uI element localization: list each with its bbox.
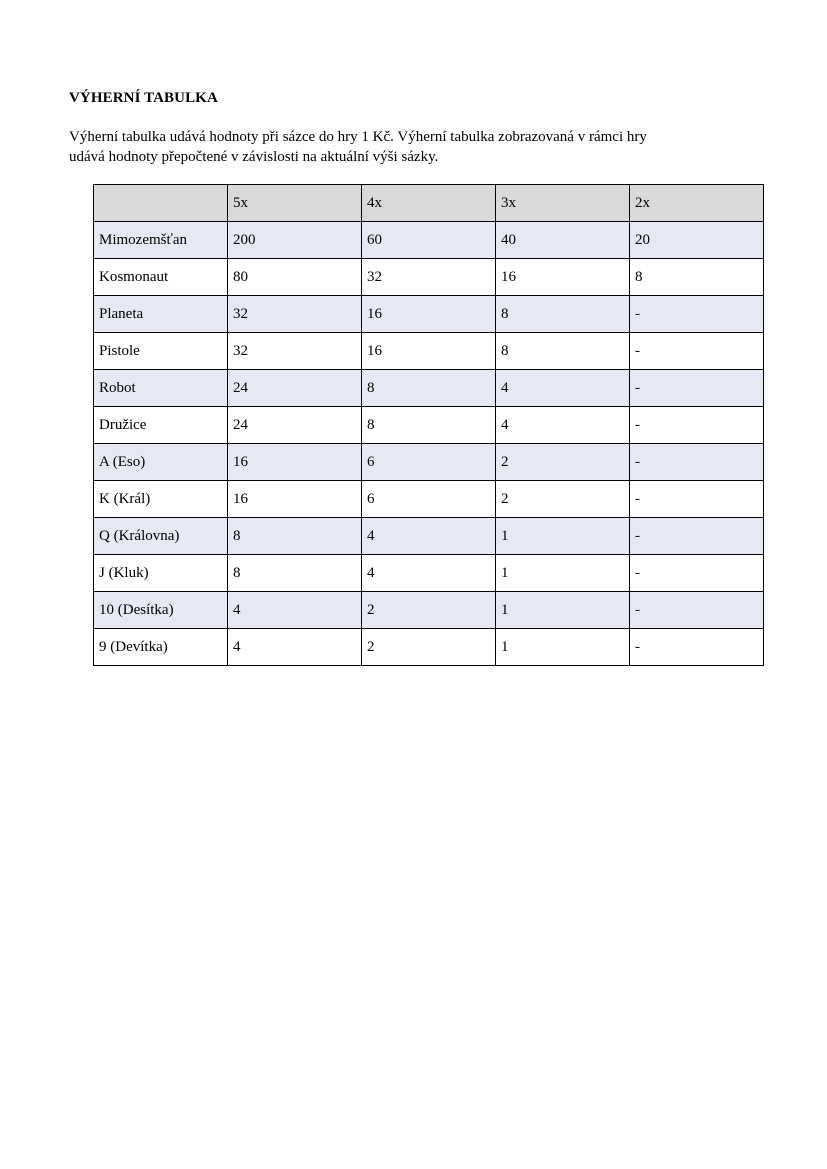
- value-cell: 1: [496, 555, 630, 592]
- value-cell: 4: [496, 407, 630, 444]
- value-cell: 6: [362, 481, 496, 518]
- value-cell: -: [630, 555, 764, 592]
- intro-paragraph: [69, 127, 769, 167]
- value-cell: 60: [362, 222, 496, 259]
- value-cell: 2: [362, 592, 496, 629]
- symbol-cell: Robot: [94, 370, 228, 407]
- value-cell: 24: [228, 370, 362, 407]
- symbol-cell: K (Král): [94, 481, 228, 518]
- symbol-cell: Mimozemšťan: [94, 222, 228, 259]
- header-cell-2x: 2x: [630, 185, 764, 222]
- table-row: [94, 629, 764, 666]
- table-row: [94, 444, 764, 481]
- value-cell: 4: [228, 592, 362, 629]
- value-cell: 1: [496, 518, 630, 555]
- value-cell: 8: [228, 518, 362, 555]
- value-cell: 8: [362, 407, 496, 444]
- value-cell: 4: [496, 370, 630, 407]
- value-cell: -: [630, 481, 764, 518]
- value-cell: 2: [496, 444, 630, 481]
- value-cell: 32: [228, 333, 362, 370]
- value-cell: 8: [496, 296, 630, 333]
- table-row: [94, 333, 764, 370]
- value-cell: -: [630, 370, 764, 407]
- symbol-cell: Kosmonaut: [94, 259, 228, 296]
- value-cell: 16: [496, 259, 630, 296]
- symbol-cell: Planeta: [94, 296, 228, 333]
- symbol-cell: A (Eso): [94, 444, 228, 481]
- value-cell: 32: [362, 259, 496, 296]
- value-cell: 8: [630, 259, 764, 296]
- table-row: [94, 370, 764, 407]
- value-cell: 40: [496, 222, 630, 259]
- value-cell: 16: [362, 296, 496, 333]
- table-row: [94, 481, 764, 518]
- table-row: [94, 222, 764, 259]
- table-row: [94, 259, 764, 296]
- symbol-cell: 9 (Devítka): [94, 629, 228, 666]
- symbol-cell: Družice: [94, 407, 228, 444]
- value-cell: -: [630, 518, 764, 555]
- value-cell: 80: [228, 259, 362, 296]
- table-row: [94, 407, 764, 444]
- value-cell: 4: [362, 518, 496, 555]
- value-cell: 16: [228, 444, 362, 481]
- table-row: [94, 518, 764, 555]
- value-cell: 20: [630, 222, 764, 259]
- value-cell: 6: [362, 444, 496, 481]
- value-cell: 4: [362, 555, 496, 592]
- value-cell: 4: [228, 629, 362, 666]
- value-cell: 1: [496, 629, 630, 666]
- symbol-cell: J (Kluk): [94, 555, 228, 592]
- value-cell: -: [630, 444, 764, 481]
- value-cell: 8: [228, 555, 362, 592]
- table-row: [94, 555, 764, 592]
- intro-line: Výherní tabulka udává hodnoty při sázce do hry 1 Kč. Výherní tabulka zobrazovaná v rámci hry: [69, 129, 647, 145]
- table-row: [94, 592, 764, 629]
- header-cell-4x: 4x: [362, 185, 496, 222]
- value-cell: 1: [496, 592, 630, 629]
- value-cell: -: [630, 592, 764, 629]
- symbol-cell: Q (Královna): [94, 518, 228, 555]
- value-cell: 8: [496, 333, 630, 370]
- value-cell: 8: [362, 370, 496, 407]
- value-cell: 16: [228, 481, 362, 518]
- value-cell: -: [630, 629, 764, 666]
- value-cell: -: [630, 333, 764, 370]
- value-cell: 2: [362, 629, 496, 666]
- table-row: [94, 296, 764, 333]
- header-cell-symbol: [94, 185, 228, 222]
- value-cell: 200: [228, 222, 362, 259]
- symbol-cell: Pistole: [94, 333, 228, 370]
- value-cell: 16: [362, 333, 496, 370]
- header-cell-3x: 3x: [496, 185, 630, 222]
- value-cell: 2: [496, 481, 630, 518]
- table-header-row: [94, 185, 764, 222]
- value-cell: -: [630, 407, 764, 444]
- value-cell: 32: [228, 296, 362, 333]
- value-cell: 24: [228, 407, 362, 444]
- paytable: [93, 184, 764, 666]
- symbol-cell: 10 (Desítka): [94, 592, 228, 629]
- intro-line: udává hodnoty přepočtené v závislosti na aktuální výši sázky.: [69, 149, 439, 165]
- value-cell: -: [630, 296, 764, 333]
- page-title: VÝHERNÍ TABULKA: [69, 90, 218, 106]
- header-cell-5x: 5x: [228, 185, 362, 222]
